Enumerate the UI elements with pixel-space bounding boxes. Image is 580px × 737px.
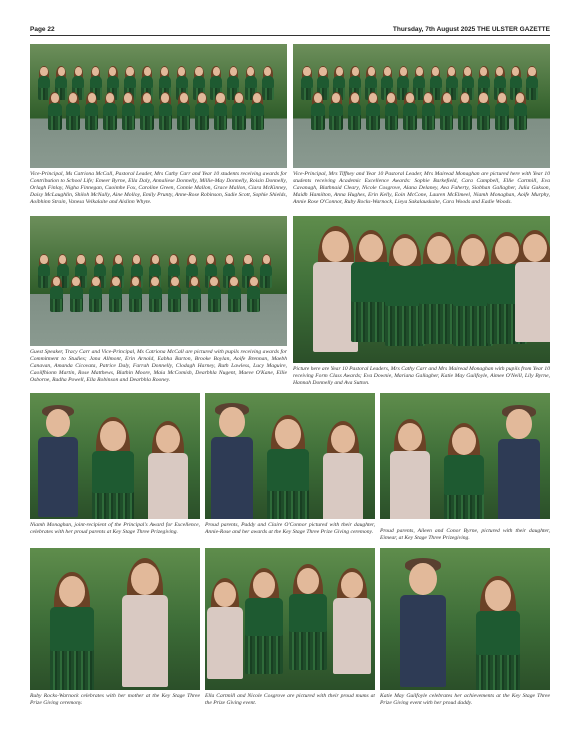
photo-niamh-family xyxy=(30,393,200,519)
photo-cartmill-cosgrove xyxy=(205,548,375,690)
header-rule xyxy=(30,35,550,36)
caption-group-commitment: Guest Speaker, Tracy Carr and Vice-Principal, Ms Catriona McCall are pictured with pupils receiving awards for Commitment to Studies; Jana Allmont, Erin Arnold, Eabha Barton, Brooke Boylan, Aoife Brennan, Maebh Canavan, Amanda Cicovata, Patrice Daly, Farrah Donnelly, Clodagh Harney, Ruth Lawless, Lucy Maguire, Caoilfhionn Martin, Rose Matthews, Blathin Moore, Maia McComish, Dearbhla Nugent, Maeve O'Kane, Ellie Osborne, Radha Powell, Ella Robinson and Dearbhla Rooney. xyxy=(30,349,287,383)
photo-group-contribution xyxy=(30,44,287,168)
photo-group-form-class xyxy=(293,216,550,363)
caption-guilfoyle: Katie May Guilfoyle celebrates her achievements at the Key Stage Three Prize Giving event with her proud daddy. xyxy=(380,693,550,706)
caption-niamh-family: Niamh Monaghan, joint-recipient of the Principal's Award for Excellence, celebrates with her proud parents at Key Stage Three Prizegiving. xyxy=(30,522,200,535)
photo-group-academic xyxy=(293,44,550,168)
dateline: Thursday, 7th August 2025 THE ULSTER GAZETTE xyxy=(392,26,550,33)
photo-oconnor-family xyxy=(205,393,375,519)
photo-guilfoyle xyxy=(380,548,550,690)
caption-rocks-warnock: Ruby Rocks-Warnock celebrates with her mother at the Key Stage Three Prize Giving ceremony. xyxy=(30,693,200,706)
caption-group-form-class: Picture here are Year 10 Pastoral Leaders, Mrs Cathy Carr and Mrs Mairead Monaghan with pupils from Year 10 receiving Form Class Awards; Eva Downie, Mariana Gallagher, Katie May Guilfoyle, Aimee O'Neill, Lily Byrne, Hannah Donnelly and Ava Sutton. xyxy=(293,366,550,386)
photo-group-commitment xyxy=(30,216,287,346)
caption-cartmill-cosgrove: Ella Cartmill and Nicole Cosgrove are pictured with their proud mums at the Prize Giving event. xyxy=(205,693,375,706)
page-number: Page 22 xyxy=(30,26,55,33)
photo-rocks-warnock xyxy=(30,548,200,690)
caption-byrne-family: Proud parents, Aileen and Conor Byrne, pictured with their daughter, Eimear, at Key Stage Three Prizegiving. xyxy=(380,528,550,541)
caption-group-academic: Vice-Principal, Mrs Tiffney and Year 10 Pastoral Leader, Mrs Mairead Monaghan are pictured here with Year 10 students receiving Academic Excellence Awards: Sophie Barkefield, Cara Campbell, Ellie Cartmill, Eva Cavanagh, Blathnaid Cleary, Nicole Cosgrove, Alana Delaney, Ava Faherty, Siobhan Gallagher, Julia Gakson, Maidh Hamilton, Anna Hughes, Erin Kelly, Eoin McCone, Lauren McElmeel, Niamh Monaghan, Aoife Murphy, Annie Rose O'Connor, Ruby Rocks-Warnock, Lieya Sakalauskaite, Cara Woods and Eadie Woods. xyxy=(293,171,550,205)
caption-group-contribution: Vice-Principal, Ms Catriona McCall, Pastoral Leader, Mrs Cathy Carr and Year 10 students receiving awards for Contribution to School Life; Emeer Byrne, Ella Daly, Annaliese Donnelly, Millie-May Donnelly, Roisin Donnelly, Orlagh Finlay, Nigha Finnegan, Caoimhe Fox, Caroline Green, Connie Mallon, Grace Mallon, Ciara McKinney, Daisy McLaughlin, Shiloh McNally, Aine Molloy, Emily Prunty, Anne-Rose Robinson, Sadie Scott, Sophie Shields, Aoibhinn Strain, Vanesa Velkalaite and Aislinn Whyte. xyxy=(30,171,287,205)
photo-byrne-family xyxy=(380,393,550,519)
caption-oconnor-family: Proud parents, Paddy and Claire O'Connor pictured with their daughter, Annie-Rose and her awards at the Key Stage Three Prize Giving ceremony. xyxy=(205,522,375,535)
